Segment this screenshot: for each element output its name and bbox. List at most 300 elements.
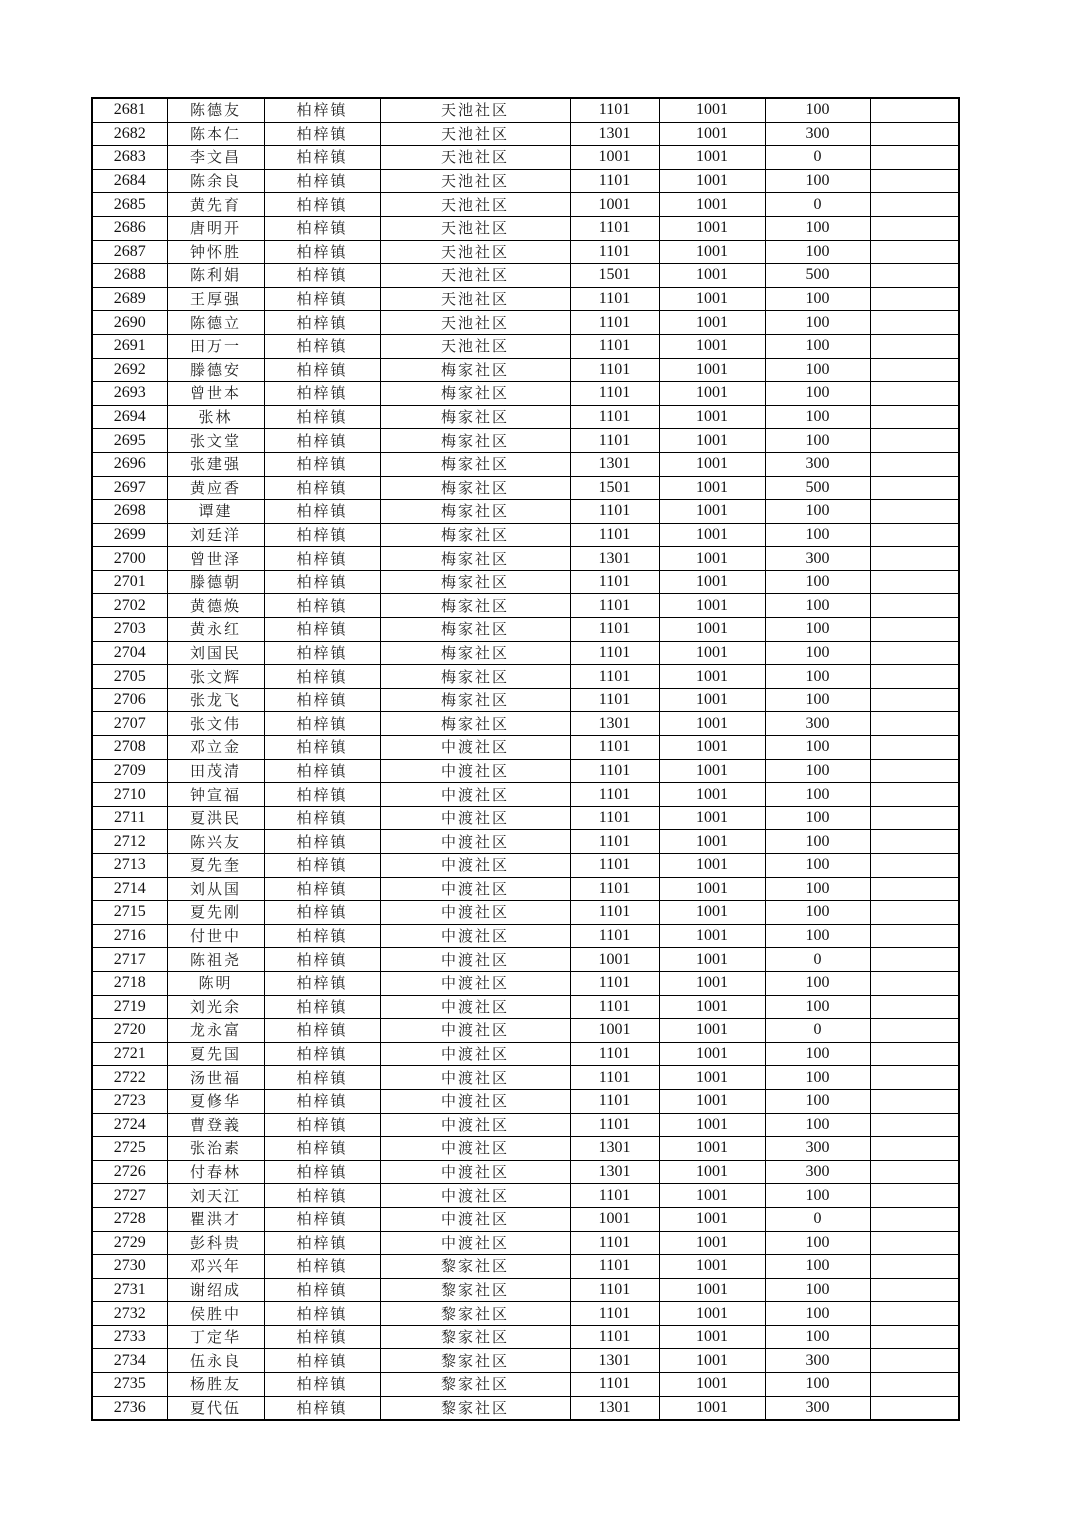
community-cell: 天池社区 [380,311,570,335]
code2-cell: 1001 [659,500,765,524]
table-row [92,240,959,264]
row-number-cell: 2731 [92,1278,167,1302]
community-cell: 黎家社区 [380,1373,570,1397]
amount-cell: 0 [765,146,870,170]
note-cell [870,806,959,830]
note-cell [870,382,959,406]
community-cell: 梅家社区 [380,618,570,642]
code1-cell: 1101 [570,382,659,406]
row-number-cell: 2681 [92,98,167,122]
note-cell [870,1325,959,1349]
code1-cell: 1301 [570,1396,659,1420]
town-cell: 柏梓镇 [264,1184,380,1208]
note-cell [870,1349,959,1373]
table-row [92,1255,959,1279]
code2-cell: 1001 [659,1349,765,1373]
community-cell: 黎家社区 [380,1278,570,1302]
amount-cell: 100 [765,382,870,406]
note-cell [870,216,959,240]
community-cell: 梅家社区 [380,429,570,453]
code1-cell: 1301 [570,1160,659,1184]
community-cell: 黎家社区 [380,1302,570,1326]
code2-cell: 1001 [659,1184,765,1208]
town-cell: 柏梓镇 [264,122,380,146]
note-cell [870,570,959,594]
name-cell: 张文堂 [167,429,264,453]
table-row [92,122,959,146]
note-cell [870,240,959,264]
row-number-cell: 2689 [92,287,167,311]
row-number-cell: 2704 [92,641,167,665]
row-number-cell: 2728 [92,1207,167,1231]
note-cell [870,594,959,618]
amount-cell: 300 [765,1137,870,1161]
town-cell: 柏梓镇 [264,287,380,311]
code2-cell: 1001 [659,429,765,453]
name-cell: 黄先育 [167,193,264,217]
code1-cell: 1101 [570,1113,659,1137]
town-cell: 柏梓镇 [264,311,380,335]
note-cell [870,1231,959,1255]
community-cell: 中渡社区 [380,1113,570,1137]
table-row [92,783,959,807]
note-cell [870,759,959,783]
code1-cell: 1101 [570,736,659,760]
row-number-cell: 2721 [92,1042,167,1066]
community-cell: 中渡社区 [380,759,570,783]
town-cell: 柏梓镇 [264,358,380,382]
code2-cell: 1001 [659,240,765,264]
name-cell: 唐明开 [167,216,264,240]
table-row [92,1231,959,1255]
table-row [92,1325,959,1349]
note-cell [870,1302,959,1326]
name-cell: 李文昌 [167,146,264,170]
community-cell: 天池社区 [380,264,570,288]
town-cell: 柏梓镇 [264,1207,380,1231]
note-cell [870,1042,959,1066]
community-cell: 梅家社区 [380,547,570,571]
town-cell: 柏梓镇 [264,971,380,995]
code1-cell: 1101 [570,1255,659,1279]
town-cell: 柏梓镇 [264,1113,380,1137]
town-cell: 柏梓镇 [264,1066,380,1090]
amount-cell: 100 [765,334,870,358]
note-cell [870,169,959,193]
name-cell: 刘从国 [167,877,264,901]
code2-cell: 1001 [659,452,765,476]
amount-cell: 500 [765,476,870,500]
row-number-cell: 2706 [92,688,167,712]
town-cell: 柏梓镇 [264,594,380,618]
note-cell [870,334,959,358]
community-cell: 天池社区 [380,122,570,146]
row-number-cell: 2724 [92,1113,167,1137]
town-cell: 柏梓镇 [264,570,380,594]
row-number-cell: 2687 [92,240,167,264]
row-number-cell: 2726 [92,1160,167,1184]
table-row [92,924,959,948]
town-cell: 柏梓镇 [264,665,380,689]
amount-cell: 300 [765,122,870,146]
code1-cell: 1101 [570,1325,659,1349]
code1-cell: 1101 [570,1302,659,1326]
code2-cell: 1001 [659,688,765,712]
town-cell: 柏梓镇 [264,216,380,240]
table-row [92,1396,959,1420]
note-cell [870,641,959,665]
code2-cell: 1001 [659,1066,765,1090]
community-cell: 中渡社区 [380,1019,570,1043]
row-number-cell: 2712 [92,830,167,854]
town-cell: 柏梓镇 [264,688,380,712]
community-cell: 中渡社区 [380,924,570,948]
name-cell: 夏先奎 [167,854,264,878]
name-cell: 滕德朝 [167,570,264,594]
town-cell: 柏梓镇 [264,1160,380,1184]
code1-cell: 1101 [570,971,659,995]
code1-cell: 1101 [570,405,659,429]
name-cell: 陈德立 [167,311,264,335]
row-number-cell: 2734 [92,1349,167,1373]
code2-cell: 1001 [659,98,765,122]
code1-cell: 1101 [570,618,659,642]
code1-cell: 1101 [570,594,659,618]
code1-cell: 1001 [570,1019,659,1043]
note-cell [870,854,959,878]
name-cell: 侯胜中 [167,1302,264,1326]
table-row [92,830,959,854]
amount-cell: 100 [765,783,870,807]
row-number-cell: 2716 [92,924,167,948]
table-row [92,523,959,547]
name-cell: 龙永富 [167,1019,264,1043]
code2-cell: 1001 [659,830,765,854]
amount-cell: 100 [765,665,870,689]
row-number-cell: 2695 [92,429,167,453]
name-cell: 刘廷洋 [167,523,264,547]
amount-cell: 0 [765,1019,870,1043]
code1-cell: 1101 [570,98,659,122]
code1-cell: 1101 [570,854,659,878]
table-row [92,1113,959,1137]
amount-cell: 100 [765,1373,870,1397]
row-number-cell: 2733 [92,1325,167,1349]
amount-cell: 100 [765,1325,870,1349]
table-row [92,712,959,736]
note-cell [870,1089,959,1113]
community-cell: 中渡社区 [380,1089,570,1113]
code1-cell: 1101 [570,924,659,948]
row-number-cell: 2703 [92,618,167,642]
code1-cell: 1101 [570,759,659,783]
code1-cell: 1101 [570,830,659,854]
code1-cell: 1101 [570,358,659,382]
name-cell: 付世中 [167,924,264,948]
code1-cell: 1001 [570,948,659,972]
code2-cell: 1001 [659,169,765,193]
name-cell: 陈兴友 [167,830,264,854]
code2-cell: 1001 [659,806,765,830]
code1-cell: 1101 [570,806,659,830]
table-row [92,334,959,358]
amount-cell: 300 [765,1396,870,1420]
name-cell: 张治素 [167,1137,264,1161]
code2-cell: 1001 [659,264,765,288]
amount-cell: 100 [765,995,870,1019]
amount-cell: 100 [765,1042,870,1066]
community-cell: 天池社区 [380,98,570,122]
town-cell: 柏梓镇 [264,146,380,170]
row-number-cell: 2709 [92,759,167,783]
code1-cell: 1101 [570,1231,659,1255]
name-cell: 曾世泽 [167,547,264,571]
amount-cell: 100 [765,641,870,665]
row-number-cell: 2684 [92,169,167,193]
table-row [92,216,959,240]
row-number-cell: 2713 [92,854,167,878]
note-cell [870,783,959,807]
table-row [92,1278,959,1302]
table-row [92,877,959,901]
table-row [92,1207,959,1231]
code2-cell: 1001 [659,1278,765,1302]
table-row [92,476,959,500]
note-cell [870,712,959,736]
town-cell: 柏梓镇 [264,523,380,547]
data-table [91,97,960,1421]
table-row [92,452,959,476]
row-number-cell: 2718 [92,971,167,995]
note-cell [870,98,959,122]
note-cell [870,1019,959,1043]
community-cell: 黎家社区 [380,1325,570,1349]
code1-cell: 1301 [570,1137,659,1161]
name-cell: 刘光余 [167,995,264,1019]
town-cell: 柏梓镇 [264,641,380,665]
row-number-cell: 2730 [92,1255,167,1279]
row-number-cell: 2690 [92,311,167,335]
note-cell [870,948,959,972]
name-cell: 张文伟 [167,712,264,736]
amount-cell: 100 [765,854,870,878]
row-number-cell: 2688 [92,264,167,288]
table-row [92,1066,959,1090]
amount-cell: 100 [765,429,870,453]
code2-cell: 1001 [659,1325,765,1349]
table-row [92,1184,959,1208]
amount-cell: 100 [765,287,870,311]
table-row [92,971,959,995]
row-number-cell: 2682 [92,122,167,146]
code1-cell: 1101 [570,334,659,358]
table-row [92,854,959,878]
town-cell: 柏梓镇 [264,1255,380,1279]
table-body [92,98,959,1420]
amount-cell: 0 [765,948,870,972]
table-row [92,146,959,170]
note-cell [870,476,959,500]
amount-cell: 0 [765,193,870,217]
table-row [92,1160,959,1184]
amount-cell: 0 [765,1207,870,1231]
code2-cell: 1001 [659,1042,765,1066]
row-number-cell: 2708 [92,736,167,760]
note-cell [870,429,959,453]
community-cell: 天池社区 [380,146,570,170]
town-cell: 柏梓镇 [264,759,380,783]
table-row [92,594,959,618]
name-cell: 夏先国 [167,1042,264,1066]
table-row [92,665,959,689]
code1-cell: 1101 [570,688,659,712]
code2-cell: 1001 [659,948,765,972]
row-number-cell: 2729 [92,1231,167,1255]
amount-cell: 100 [765,1255,870,1279]
town-cell: 柏梓镇 [264,877,380,901]
name-cell: 钟宣福 [167,783,264,807]
town-cell: 柏梓镇 [264,1396,380,1420]
note-cell [870,1160,959,1184]
town-cell: 柏梓镇 [264,1231,380,1255]
name-cell: 刘国民 [167,641,264,665]
code1-cell: 1101 [570,995,659,1019]
row-number-cell: 2732 [92,1302,167,1326]
table-row [92,618,959,642]
town-cell: 柏梓镇 [264,264,380,288]
row-number-cell: 2727 [92,1184,167,1208]
row-number-cell: 2699 [92,523,167,547]
row-number-cell: 2700 [92,547,167,571]
code2-cell: 1001 [659,971,765,995]
table-row [92,264,959,288]
community-cell: 天池社区 [380,169,570,193]
note-cell [870,311,959,335]
row-number-cell: 2698 [92,500,167,524]
row-number-cell: 2697 [92,476,167,500]
community-cell: 中渡社区 [380,971,570,995]
community-cell: 梅家社区 [380,523,570,547]
code2-cell: 1001 [659,334,765,358]
name-cell: 张林 [167,405,264,429]
note-cell [870,405,959,429]
row-number-cell: 2707 [92,712,167,736]
community-cell: 黎家社区 [380,1396,570,1420]
note-cell [870,1278,959,1302]
community-cell: 梅家社区 [380,688,570,712]
table-row [92,806,959,830]
amount-cell: 100 [765,1066,870,1090]
note-cell [870,901,959,925]
town-cell: 柏梓镇 [264,783,380,807]
row-number-cell: 2715 [92,901,167,925]
name-cell: 刘天江 [167,1184,264,1208]
code1-cell: 1301 [570,547,659,571]
amount-cell: 100 [765,594,870,618]
town-cell: 柏梓镇 [264,1325,380,1349]
code2-cell: 1001 [659,1302,765,1326]
name-cell: 张文辉 [167,665,264,689]
code2-cell: 1001 [659,618,765,642]
town-cell: 柏梓镇 [264,452,380,476]
table-row [92,759,959,783]
row-number-cell: 2723 [92,1089,167,1113]
community-cell: 中渡社区 [380,1184,570,1208]
code2-cell: 1001 [659,405,765,429]
amount-cell: 100 [765,1302,870,1326]
name-cell: 谢绍成 [167,1278,264,1302]
community-cell: 梅家社区 [380,452,570,476]
town-cell: 柏梓镇 [264,854,380,878]
code2-cell: 1001 [659,311,765,335]
community-cell: 中渡社区 [380,1160,570,1184]
name-cell: 王厚强 [167,287,264,311]
name-cell: 邓兴年 [167,1255,264,1279]
amount-cell: 100 [765,1184,870,1208]
name-cell: 曹登義 [167,1113,264,1137]
amount-cell: 100 [765,830,870,854]
note-cell [870,452,959,476]
town-cell: 柏梓镇 [264,500,380,524]
town-cell: 柏梓镇 [264,901,380,925]
community-cell: 中渡社区 [380,948,570,972]
table-row [92,1137,959,1161]
code1-cell: 1001 [570,193,659,217]
amount-cell: 300 [765,547,870,571]
table-row [92,500,959,524]
code2-cell: 1001 [659,1019,765,1043]
name-cell: 陈德友 [167,98,264,122]
amount-cell: 300 [765,712,870,736]
community-cell: 梅家社区 [380,358,570,382]
name-cell: 陈本仁 [167,122,264,146]
community-cell: 中渡社区 [380,995,570,1019]
amount-cell: 100 [765,1089,870,1113]
amount-cell: 100 [765,618,870,642]
table-row [92,169,959,193]
community-cell: 黎家社区 [380,1349,570,1373]
community-cell: 中渡社区 [380,1042,570,1066]
town-cell: 柏梓镇 [264,1278,380,1302]
table-row [92,1089,959,1113]
note-cell [870,665,959,689]
name-cell: 夏代伍 [167,1396,264,1420]
code2-cell: 1001 [659,122,765,146]
town-cell: 柏梓镇 [264,712,380,736]
town-cell: 柏梓镇 [264,806,380,830]
community-cell: 中渡社区 [380,1137,570,1161]
code1-cell: 1301 [570,452,659,476]
name-cell: 陈利娟 [167,264,264,288]
code1-cell: 1101 [570,240,659,264]
row-number-cell: 2710 [92,783,167,807]
code2-cell: 1001 [659,216,765,240]
name-cell: 田万一 [167,334,264,358]
amount-cell: 100 [765,971,870,995]
community-cell: 黎家社区 [380,1255,570,1279]
amount-cell: 100 [765,523,870,547]
table-row [92,405,959,429]
row-number-cell: 2694 [92,405,167,429]
code1-cell: 1101 [570,1089,659,1113]
code1-cell: 1501 [570,476,659,500]
row-number-cell: 2711 [92,806,167,830]
name-cell: 张建强 [167,452,264,476]
town-cell: 柏梓镇 [264,98,380,122]
note-cell [870,736,959,760]
community-cell: 梅家社区 [380,405,570,429]
amount-cell: 100 [765,1231,870,1255]
